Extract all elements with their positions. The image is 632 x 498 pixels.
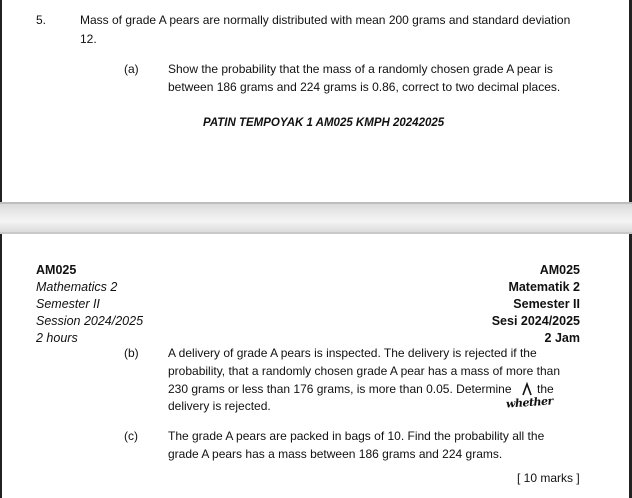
duration: 2 hours [36,331,78,345]
marks-allocation: [ 10 marks ] [517,471,580,485]
semester: Semester II [36,297,100,311]
page-break-edge-top [0,202,632,204]
page-left-border [0,0,2,498]
part-b-label: (b) [124,346,139,360]
part-b-line-3: 230 grams or less than 176 grams, is more than 0.05. Determine [168,382,512,396]
course-name-ms: Matematik 2 [508,280,580,294]
page-break-edge-bottom [0,232,632,234]
semester-ms: Semester II [513,297,580,311]
question-stem-line-2: 12. [80,32,97,46]
page-break [0,202,632,234]
part-c-line-2: grade A pears has a mass between 186 grams and 224 grams. [168,447,503,461]
course-code: AM025 [36,263,77,277]
handwritten-insert: whether [505,394,554,411]
insertion-caret-icon [522,382,532,396]
part-c-line-1: The grade A pears are packed in bags of 10. Find the probability all the [168,429,545,443]
header-left [36,262,236,347]
question-number: 5. [36,13,47,27]
part-a-label: (a) [124,62,139,76]
page-footer-code: PATIN TEMPOYAK 1 AM025 KMPH 20242025 [203,117,445,129]
part-b-line-1: A delivery of grade A pears is inspected. The delivery is rejected if the [168,346,537,360]
part-c-label: (c) [124,429,138,443]
part-a-line-2: between 186 grams and 224 grams is 0.86, correct to two decimal places. [168,80,561,94]
part-b-line-2: probability, that a randomly chosen grade A pear has a mass of more than [168,364,561,378]
part-a-line-1: Show the probability that the mass of a randomly chosen grade A pear is [168,62,553,76]
duration-ms: 2 Jam [544,331,580,345]
session: Session 2024/2025 [36,314,144,328]
part-b-line-3-end: the [537,382,554,396]
question-stem-line-1: Mass of grade A pears are normally distributed with mean 200 grams and standard deviation [80,13,571,27]
course-name: Mathematics 2 [36,280,118,294]
part-b-line-4: delivery is rejected. [168,399,271,413]
header-right [380,262,580,347]
session-ms: Sesi 2024/2025 [491,314,580,328]
course-code-ms: AM025 [539,263,580,277]
